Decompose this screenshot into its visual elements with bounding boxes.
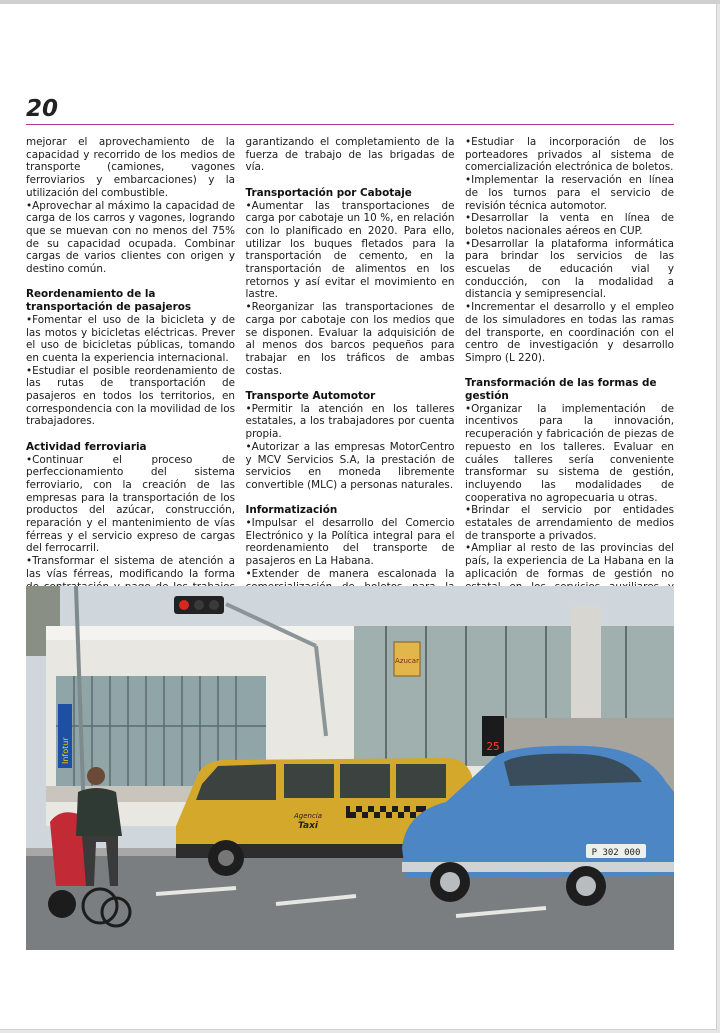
paragraph: •Brindar el servicio por entidades estatales de arrendamiento de medios de transporte a privados.	[465, 504, 674, 542]
text-columns	[26, 136, 674, 584]
paragraph: •Incrementar el desarrollo y el empleo de los simuladores en todas las ramas del transporte, en coordinación con el centro de investigación y desarrollo Simpro (L 220).	[465, 301, 674, 364]
paragraph: mejorar el aprovechamiento de la capacidad y recorrido de los medios de transporte (camiones, vagones ferroviarios y embarcaciones) y la utilización del combustible.	[26, 136, 235, 199]
paragraph: •Extender de manera escalonada la	[245, 567, 455, 580]
paragraph-gap	[246, 174, 455, 187]
column-1	[26, 136, 235, 584]
paragraph-gap	[246, 377, 455, 390]
paragraph: •Desarrollar la plataforma informática para brindar los servicios de las escuelas de educación vial y conducción, con la modalidad a distancia y semipresencial.	[465, 237, 674, 301]
paragraph: •Organizar la implementación de incentivos para la innovación, recuperación y fabricación de piezas de repuesto en los talleres. Evaluar en cuáles talleres sería conveniente transformar su sistema de gestión, incluyendo las modalidades de cooperativa no agropecuaria u otras.	[465, 402, 674, 504]
street-photo	[26, 586, 674, 950]
paragraph: •Desarrollar la venta en línea de boletos nacionales aéreos en CUP.	[465, 212, 674, 237]
section-heading: Reordenamiento de la transportación de pasajeros	[26, 288, 192, 314]
section-heading: Actividad ferroviaria	[26, 440, 147, 453]
section-heading: Informatización	[245, 504, 338, 517]
section-heading: Transformación de las formas de gestión	[465, 377, 657, 403]
paragraph-gap	[246, 492, 455, 505]
paragraph: •Aprovechar al máximo la capacidad de carga de los carros y vagones, logrando que se muevan con no menos del 75% de su capacidad ocupada. Combinar cargas de varios clientes con origen y destino común.	[26, 199, 235, 276]
paragraph: •Implementar la reservación en línea de los turnos para el servicio de revisión técnica automotor.	[465, 174, 674, 212]
paragraph: •Permitir la atención en los talleres estatales, a los trabajadores por cuenta propia.	[245, 402, 455, 441]
car-plate: P 302 000	[591, 848, 641, 858]
paragraph: •Transformar el sistema de atención a las vías férreas, modificando la forma	[26, 555, 235, 580]
paragraph: garantizando el completamiento de la fuerza de trabajo de las brigadas de vía.	[245, 136, 455, 174]
section-heading: Transporte Automotor	[245, 390, 376, 403]
section-heading: Transportación por Cabotaje	[245, 186, 412, 199]
magazine-page	[0, 4, 717, 1030]
paragraph: •Continuar el proceso de perfeccionamiento del sistema ferroviario, con la creación de las empresas para la transportación de los productos del azúcar, construcción, reparación y el mantenimiento de vías férreas y el servicio expreso de cargas del ferrocarril.	[26, 453, 235, 555]
paragraph: •Aumentar las transportaciones de carga por cabotaje un 10 %, en relación con lo planificado en 2020. Para ello, utilizar los buques fletados para la transportación de cemento, en la transportación de alimentos en los retornos y así evitar el movimiento en lastre.	[245, 199, 455, 301]
paragraph: •Reorganizar las transportaciones de carga por cabotaje con los medios que se disponen. Evaluar la adquisición de al menos dos barcos pequeños para trabajar en los tráficos de ambas costas.	[245, 301, 455, 377]
paragraph: •Estudiar la incorporación de los porteadores privados al sistema de comercialización electrónica de boletos.	[465, 136, 674, 174]
paragraph: •Fomentar el uso de la bicicleta y de las motos y bicicletas eléctricas. Prever el uso de bicicletas públicas, tomando en cuenta la experiencia internacional.	[26, 313, 235, 364]
header-rule	[26, 124, 674, 125]
paragraph: •Ampliar al resto de las provincias del país, la experiencia de La Habana en la aplicación de formas de gestión no	[465, 542, 674, 580]
paragraph: •Estudiar el posible reordenamiento de las rutas de transportación de pasajeros en todos los territorios, en correspondencia con la movilidad de los trabajadores.	[26, 364, 236, 428]
paragraph: •Impulsar el desarrollo del Comercio Electrónico y la Política integral para el reordenamiento del transporte de pasajeros en La Habana.	[245, 517, 455, 568]
paragraph-gap	[465, 365, 674, 378]
page-number: 20	[26, 96, 59, 122]
shop-sign: Azucar	[395, 657, 419, 665]
paragraph-gap	[26, 276, 235, 289]
taxi-sign-line1: Agencia	[293, 812, 323, 820]
column-2	[246, 136, 455, 584]
traffic-countdown: 25	[486, 740, 500, 753]
banner-text: Infotur	[61, 737, 70, 764]
taxi-sign-line2: Taxi	[297, 821, 319, 831]
paragraph: •Autorizar a las empresas MotorCentro y MCV Servicios S.A, la prestación de servicios en moneda libremente convertible (MLC) a personas naturales.	[245, 440, 455, 491]
street-scene-illustration	[26, 586, 674, 950]
column-3	[465, 136, 674, 584]
paragraph-gap	[26, 428, 235, 441]
